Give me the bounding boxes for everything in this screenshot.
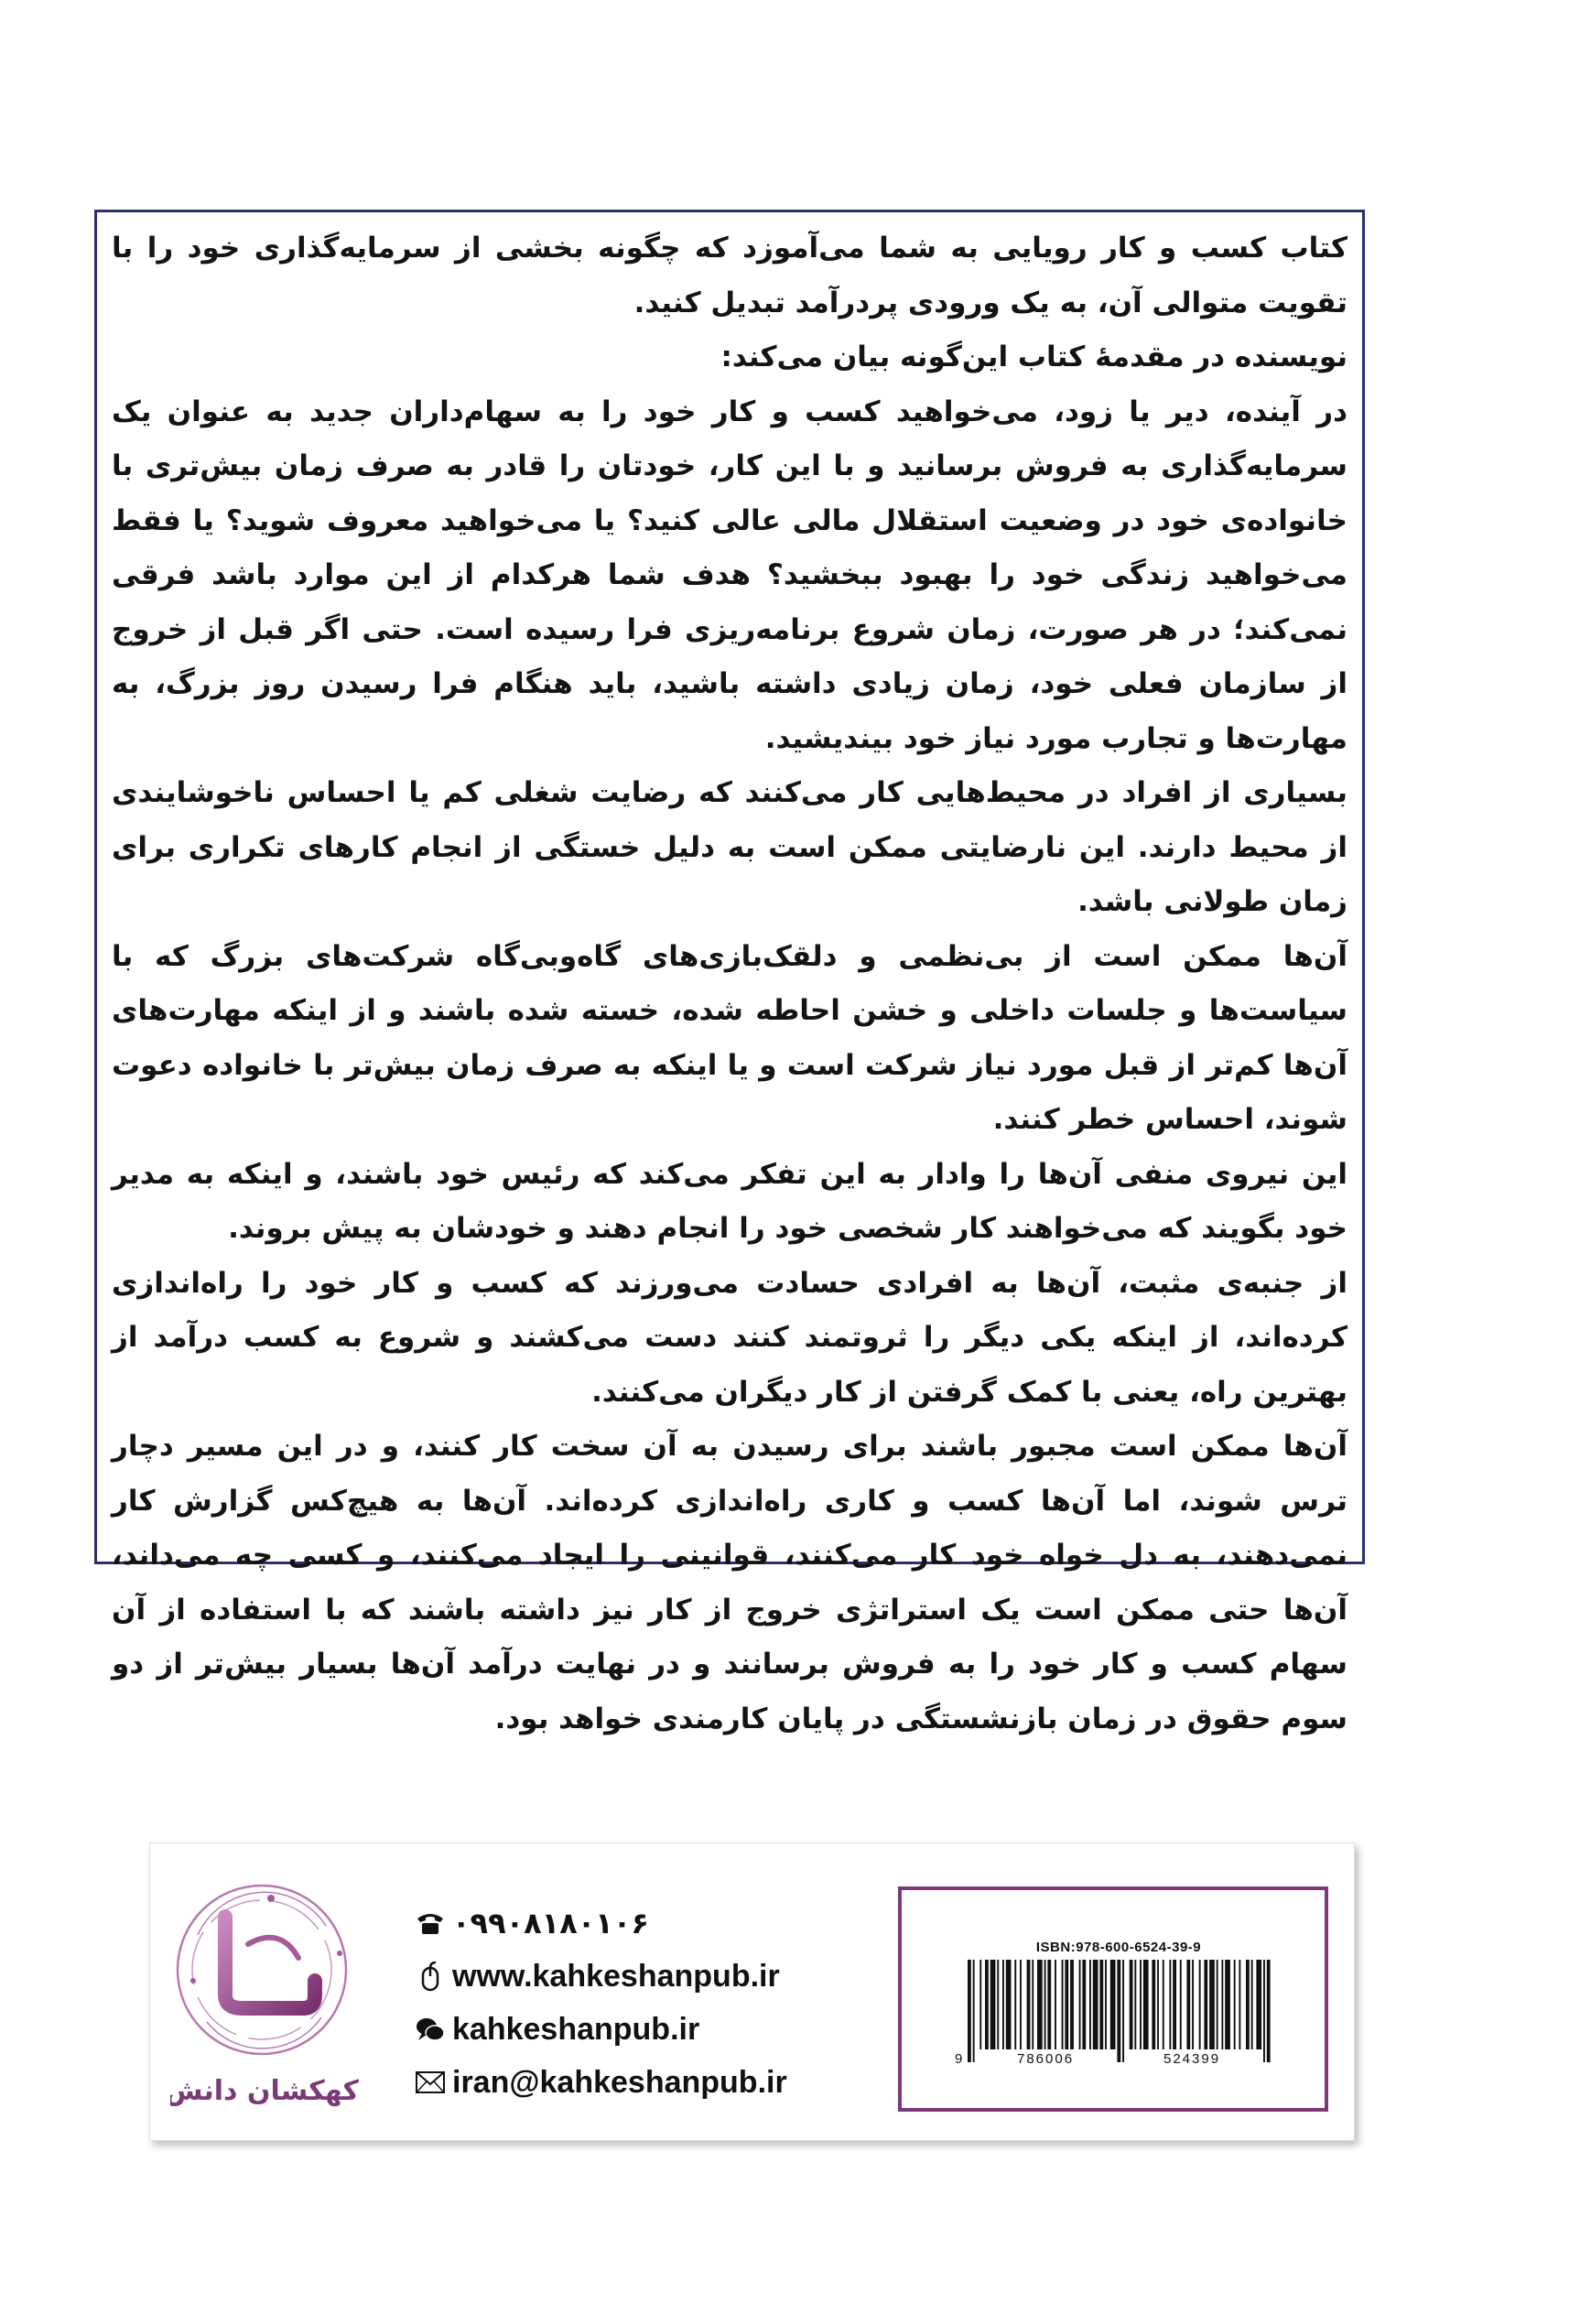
barcode-bar xyxy=(1070,1960,1074,2049)
website-link[interactable]: www.kahkeshanpub.ir xyxy=(452,1958,780,1994)
text-frame xyxy=(94,210,1365,1735)
publisher-logo xyxy=(170,1871,372,2127)
barcode-bar xyxy=(1020,1960,1022,2049)
barcode-bar xyxy=(968,1960,971,2062)
paragraph-dissatisfaction: بسیاری از افراد در محیط‌هایی کار می‌کنند که رضایت شغلی کم یا احساس ناخوشایندی از محیط دارند. این نارضایتی ممکن است به دلیل خستگی از انجام کارهای تکراری برای زمان طولانی باشد. xyxy=(112,776,1347,918)
paragraph-author-says: نویسنده در مقدمهٔ کتاب این‌گونه بیان می‌کند: xyxy=(720,340,1347,373)
barcode-bar xyxy=(1186,1960,1190,2049)
barcode-bar xyxy=(985,1960,989,2049)
paragraph-exit-strategy: آن‌ها ممکن است مجبور باشند برای رسیدن به آن سخت کار کنند، و در این مسیر دچار ترس شوند، اما آن‌ها کسب و کاری راه‌اندازی کرده‌اند. آن‌ها به هیچ‌کس گزارش کار نمی‌دهند، به دل خواه خود کار می‌کنند، قوانینی را ایجاد می‌کنند، و کسی چه می‌داند، آن‌ها حتی ممکن است یک استراتژی خروج از کار نیز داشته باشند که با استفاده از آن سهام کسب و کار خود را به فروش برسانند و در نهایت درآمد آن‌ها بسیار بیش‌تر از دو سوم حقوق در زمان بازنشستگی در پایان کارمندی خواهد بود. xyxy=(112,1430,1347,1735)
paragraph-negative-force: این نیروی منفی آن‌ها را وادار به این تفکر می‌کند که رئیس خود باشند، و اینکه به مدیر خود بگویند که می‌خواهند کار شخصی خود را انجام دهند و خودشان به پیش بروند. xyxy=(112,1157,1347,1245)
barcode-bar xyxy=(997,1960,999,2049)
contact-website-row xyxy=(414,1950,798,2003)
barcode-bar xyxy=(1239,1960,1240,2049)
barcode-bar xyxy=(1173,1960,1176,2049)
barcode-bar xyxy=(1062,1960,1064,2049)
barcode-bar xyxy=(1140,1960,1142,2049)
paragraph-future: در آینده، دیر یا زود، می‌خواهید کسب و کار خود را به سهام‌داران جدید به عنوان یک سرمایه‌گذاری به فروش برسانید و با این کار، خودتان را قادر به صرف زمان بیش‌تری با خانواده‌ی خود در وضعیت استقلال مالی عالی کنید؟ یا می‌خواهید معروف شوید؟ یا فقط می‌خواهید زندگی خود را بهبود ببخشید؟ هدف شما هرکدام از این موارد باشد فرقی نمی‌کند؛ در هر صورت، زمان شروع برنامه‌ریزی فرا رسیده است. حتی اگر قبل از خروج از سازمان فعلی خود، زمان زیادی داشته باشید، باید هنگام فرا رسیدن روز بزرگ، به مهارت‌ها و تجارب مورد نیاز خود بیندیشید. xyxy=(112,395,1347,755)
barcode-bar xyxy=(1082,1960,1086,2049)
barcode-right-digits: 524399 xyxy=(1163,2051,1221,2067)
barcode-bar xyxy=(1192,1960,1194,2049)
barcode-bar xyxy=(1093,1960,1098,2049)
mouse-icon xyxy=(414,1960,447,1993)
barcode-bar xyxy=(1055,1960,1056,2049)
barcode-frame xyxy=(898,1886,1328,2112)
barcode-bar xyxy=(1032,1960,1033,2049)
paragraph-positive-side: از جنبه‌ی مثبت، آن‌ها به افرادی حسادت می‌ورزند که کسب و کار خود را راه‌اندازی کرده‌اند، از اینکه یکی دیگر را ثروتمند کنند دست می‌کشند و شروع به کسب درآمد از بهترین راه، یعنی با کمک گرفتن از کار دیگران می‌کنند. xyxy=(112,1266,1347,1409)
barcode-bar xyxy=(1234,1960,1236,2049)
barcode-bar xyxy=(1002,1960,1004,2049)
chat-bubbles-icon xyxy=(414,2013,447,2046)
barcode-bar xyxy=(1134,1960,1136,2049)
isbn-label: ISBN:978-600-6524-39-9 xyxy=(1035,1940,1202,1955)
publisher-name: کهکشان دانش xyxy=(170,2075,359,2107)
barcode-bar xyxy=(1251,1960,1253,2049)
barcode-bar xyxy=(1037,1960,1043,2049)
barcode-bar xyxy=(1105,1960,1107,2049)
barcode-bar xyxy=(973,1960,975,2062)
barcode-bar xyxy=(1099,1960,1103,2049)
barcode-bar xyxy=(1204,1960,1207,2049)
barcode-bar xyxy=(1065,1960,1068,2049)
barcode-bar xyxy=(1217,1960,1218,2049)
barcode-bar xyxy=(1110,1960,1116,2049)
barcode-bar xyxy=(1044,1960,1046,2049)
contact-list xyxy=(414,1897,798,2109)
paragraph-corporate: آن‌ها ممکن است از بی‌نظمی و دلقک‌بازی‌های گاه‌وبی‌گاه شرکت‌های بزرگ که با سیاست‌ها و جلسات داخلی و خشن احاطه شده، خسته شده باشند و از اینکه مهارت‌های آن‌ها کم‌تر از قبل مورد نیاز شرکت است و یا اینکه به صرف زمان بیش‌تر با خانواده دعوت شوند، احساس خطر کنند. xyxy=(112,939,1347,1136)
barcode-bar xyxy=(1256,1960,1261,2049)
social-link[interactable]: kahkeshanpub.ir xyxy=(452,2011,700,2047)
barcode-bar xyxy=(1263,1960,1265,2062)
barcode-bar xyxy=(1122,1960,1124,2062)
phone-number: ۰۹۹۰۸۱۸۰۱۰۶ xyxy=(452,1906,649,1940)
barcode-bar xyxy=(990,1960,996,2049)
barcode-bar xyxy=(1047,1960,1051,2049)
barcode-bar xyxy=(979,1960,981,2049)
contact-social-row xyxy=(414,2003,798,2056)
barcode-bar xyxy=(1143,1960,1149,2049)
barcode-bar xyxy=(1014,1960,1016,2049)
barcode-bar xyxy=(1163,1960,1164,2049)
contact-phone-row xyxy=(414,1897,798,1950)
barcode-lead-digit: 9 xyxy=(955,2051,963,2067)
barcode-bar xyxy=(1079,1960,1081,2049)
barcode-bar xyxy=(1117,1960,1120,2062)
barcode-bar xyxy=(1027,1960,1031,2049)
barcode xyxy=(955,1940,1282,2068)
barcode-bar xyxy=(1199,1960,1201,2049)
publisher-logo-mark xyxy=(170,1871,372,2127)
paragraph-intro: کتاب کسب و کار رویایی به شما می‌آموزد که چگونه بخشی از سرمایه‌گذاری خود را با تقویت متوالی آن، به یک ورودی پردرآمد تبدیل کنید. xyxy=(112,232,1347,319)
barcode-bar xyxy=(1221,1960,1223,2049)
barcode-bar xyxy=(1267,1960,1271,2062)
barcode-bar xyxy=(1089,1960,1091,2049)
barcode-bars xyxy=(955,1940,1282,2068)
envelope-icon xyxy=(414,2066,447,2099)
phone-icon xyxy=(414,1907,447,1940)
barcode-bar xyxy=(1225,1960,1230,2049)
barcode-bar xyxy=(1130,1960,1133,2049)
contact-email-row xyxy=(414,2056,798,2109)
publisher-footer-card xyxy=(149,1843,1355,2141)
barcode-left-digits: 786006 xyxy=(1017,2051,1075,2067)
barcode-bar xyxy=(1157,1960,1159,2049)
barcode-bar xyxy=(1006,1960,1012,2049)
barcode-bar xyxy=(1169,1960,1171,2049)
barcode-bar xyxy=(1209,1960,1215,2049)
barcode-bar xyxy=(1152,1960,1155,2049)
barcode-bar xyxy=(1180,1960,1182,2049)
email-link[interactable]: iran@kahkeshanpub.ir xyxy=(452,2064,787,2100)
barcode-bar xyxy=(1246,1960,1250,2049)
